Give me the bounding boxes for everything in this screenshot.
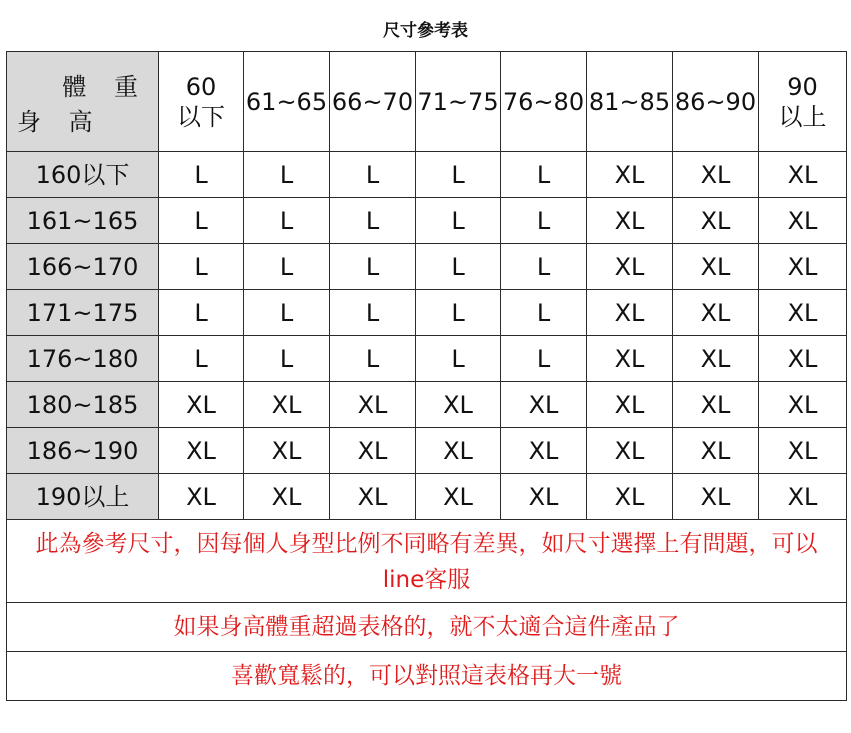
table-row bbox=[7, 152, 847, 198]
weight-column-label-line1: 61~65 bbox=[245, 87, 328, 116]
size-cell: XL bbox=[159, 474, 244, 520]
weight-column-header bbox=[587, 52, 673, 152]
size-cell: XL bbox=[159, 382, 244, 428]
size-cell: L bbox=[501, 152, 587, 198]
table-row bbox=[7, 474, 847, 520]
size-cell: L bbox=[244, 290, 330, 336]
weight-column-header bbox=[673, 52, 759, 152]
corner-header-cell bbox=[7, 52, 159, 152]
size-cell: L bbox=[416, 290, 501, 336]
size-cell: XL bbox=[244, 382, 330, 428]
size-cell: L bbox=[501, 336, 587, 382]
weight-column-header bbox=[159, 52, 244, 152]
weight-column-label-line2: 以下 bbox=[177, 102, 225, 131]
height-row-header: 176~180 bbox=[7, 336, 159, 382]
size-cell: XL bbox=[673, 474, 759, 520]
size-cell: L bbox=[159, 244, 244, 290]
weight-column-label-line1: 81~85 bbox=[588, 87, 671, 116]
size-cell: XL bbox=[587, 382, 673, 428]
size-cell: XL bbox=[759, 336, 847, 382]
size-chart-table bbox=[6, 51, 847, 701]
size-cell: XL bbox=[673, 336, 759, 382]
height-row-header: 160以下 bbox=[7, 152, 159, 198]
size-cell: XL bbox=[244, 474, 330, 520]
size-cell: L bbox=[159, 152, 244, 198]
weight-column-label-line1: 66~70 bbox=[331, 87, 414, 116]
size-cell: XL bbox=[330, 474, 416, 520]
size-cell: L bbox=[330, 198, 416, 244]
weight-column-header bbox=[330, 52, 416, 152]
size-cell: XL bbox=[673, 290, 759, 336]
size-cell: XL bbox=[587, 474, 673, 520]
weight-column-header bbox=[759, 52, 847, 152]
weight-column-label-line2: 以上 bbox=[778, 102, 827, 131]
height-axis-label: 身 高 bbox=[17, 108, 103, 136]
note-row bbox=[7, 603, 847, 652]
note-row bbox=[7, 652, 847, 701]
size-cell: XL bbox=[587, 198, 673, 244]
weight-axis-label: 體 重 bbox=[62, 73, 148, 101]
size-cell: XL bbox=[759, 244, 847, 290]
weight-column-label-line1: 60 bbox=[185, 72, 217, 101]
height-row-header: 180~185 bbox=[7, 382, 159, 428]
size-cell: L bbox=[330, 336, 416, 382]
table-row bbox=[7, 290, 847, 336]
weight-column-header bbox=[244, 52, 330, 152]
size-cell: XL bbox=[587, 336, 673, 382]
size-cell: XL bbox=[759, 382, 847, 428]
weight-column-label-line1: 90 bbox=[787, 72, 818, 101]
size-cell: XL bbox=[330, 428, 416, 474]
height-row-header: 166~170 bbox=[7, 244, 159, 290]
size-cell: L bbox=[244, 198, 330, 244]
size-cell: XL bbox=[759, 152, 847, 198]
height-row-header: 186~190 bbox=[7, 428, 159, 474]
size-cell: L bbox=[501, 290, 587, 336]
size-cell: L bbox=[159, 336, 244, 382]
table-row bbox=[7, 336, 847, 382]
height-row-header: 190以上 bbox=[7, 474, 159, 520]
size-cell: XL bbox=[416, 382, 501, 428]
size-cell: L bbox=[330, 244, 416, 290]
size-cell: L bbox=[159, 198, 244, 244]
size-cell: XL bbox=[587, 152, 673, 198]
size-cell: XL bbox=[159, 428, 244, 474]
size-cell: XL bbox=[673, 428, 759, 474]
size-cell: L bbox=[244, 152, 330, 198]
size-cell: XL bbox=[673, 152, 759, 198]
size-cell: L bbox=[330, 152, 416, 198]
size-cell: XL bbox=[759, 428, 847, 474]
size-cell: L bbox=[416, 198, 501, 244]
table-row bbox=[7, 428, 847, 474]
size-cell: XL bbox=[759, 290, 847, 336]
weight-column-header bbox=[501, 52, 587, 152]
size-cell: XL bbox=[673, 382, 759, 428]
size-cell: XL bbox=[501, 382, 587, 428]
size-cell: L bbox=[159, 290, 244, 336]
size-cell: L bbox=[244, 336, 330, 382]
size-cell: L bbox=[416, 152, 501, 198]
size-cell: L bbox=[501, 244, 587, 290]
table-row bbox=[7, 198, 847, 244]
note-loose-fit-text: 喜歡寬鬆的，可以對照這表格再大一號 bbox=[7, 652, 847, 701]
size-cell: XL bbox=[416, 428, 501, 474]
size-cell: XL bbox=[587, 290, 673, 336]
size-cell: L bbox=[416, 336, 501, 382]
size-cell: XL bbox=[416, 474, 501, 520]
size-cell: L bbox=[416, 244, 501, 290]
note-reference-text: 此為參考尺寸，因每個人身型比例不同略有差異，如尺寸選擇上有問題，可以line客服 bbox=[7, 520, 847, 603]
size-cell: XL bbox=[673, 198, 759, 244]
size-cell: XL bbox=[330, 382, 416, 428]
weight-column-label-line1: 71~75 bbox=[417, 87, 499, 116]
weight-column-label-line1: 76~80 bbox=[502, 87, 585, 116]
size-cell: XL bbox=[759, 474, 847, 520]
size-cell: XL bbox=[759, 198, 847, 244]
size-cell: XL bbox=[501, 428, 587, 474]
size-cell: XL bbox=[244, 428, 330, 474]
table-row bbox=[7, 244, 847, 290]
size-cell: XL bbox=[587, 244, 673, 290]
size-cell: XL bbox=[501, 474, 587, 520]
size-cell: L bbox=[244, 244, 330, 290]
height-row-header: 171~175 bbox=[7, 290, 159, 336]
size-cell: L bbox=[501, 198, 587, 244]
weight-column-label-line1: 86~90 bbox=[674, 87, 757, 116]
table-row bbox=[7, 382, 847, 428]
note-out-of-range-text: 如果身高體重超過表格的，就不太適合這件產品了 bbox=[7, 603, 847, 652]
size-cell: L bbox=[330, 290, 416, 336]
height-row-header: 161~165 bbox=[7, 198, 159, 244]
page-title: 尺寸參考表 bbox=[383, 21, 468, 41]
note-row bbox=[7, 520, 847, 603]
header-row bbox=[7, 52, 847, 152]
weight-column-header bbox=[416, 52, 501, 152]
size-cell: XL bbox=[587, 428, 673, 474]
size-cell: XL bbox=[673, 244, 759, 290]
